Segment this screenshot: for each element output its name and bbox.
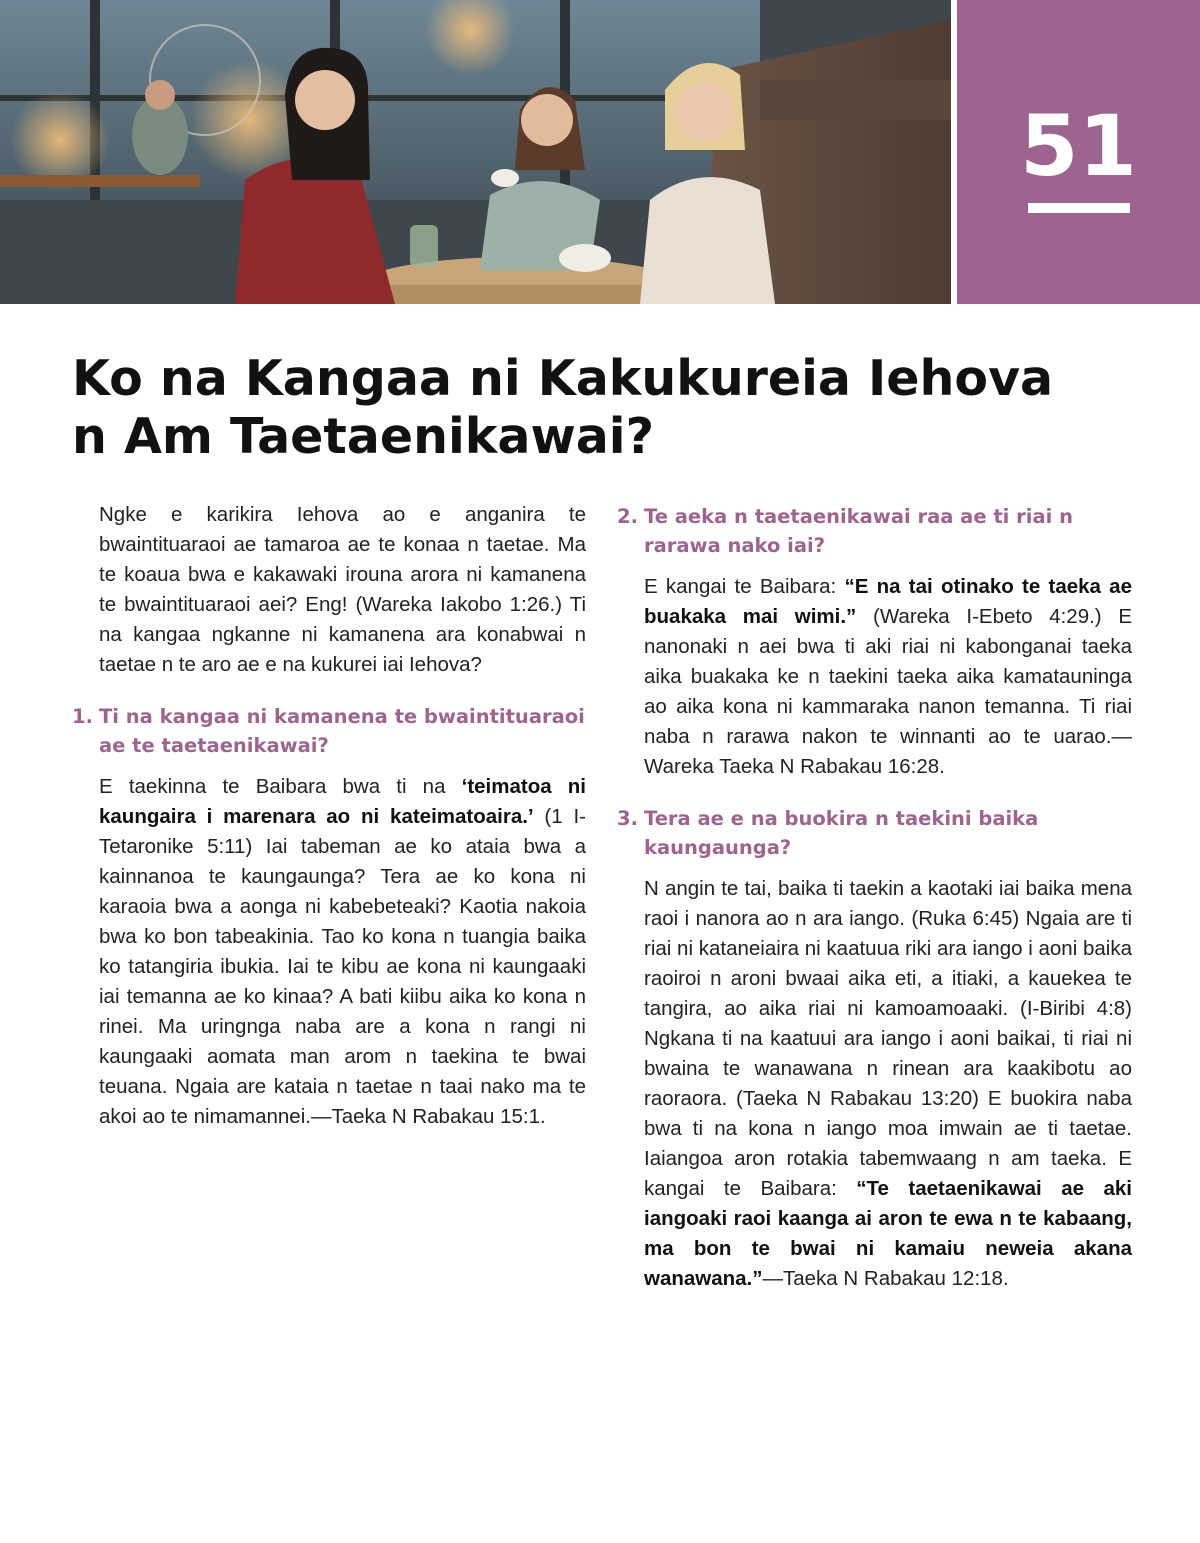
question-2-text-a: E kangai te Baibara:	[644, 575, 845, 598]
question-1-text-c: (1 I-Tetaronike 5:11) Iai tabeman ae ko ataia bwa a kainnanoa te kaungaunga? Tera ae ko kona ni karaoia bwa a aonga ni kabebeteaki? Kaotia nakoia bwa ko bon tabeakinia. Tao ko kona n tuangia baika ko tatangiria ibukia. Iai te kibu ae kona ni kaungaaki iai temanna ae ko kinaa? A bati kiibu aika ko kona n rinei. Ma uringnga naba are a kona n rangi ni kaungaaki aomata man arom n taekina te bwai teuana. Ngaia are kataia n taetae n taai nako ma te akoi ao te nimamannei.—Taeka N Rabakau 15:1.	[99, 805, 586, 1128]
question-1-text-a: E taekinna te Baibara bwa ti na	[99, 775, 462, 798]
question-2-scripture-quote: “E na tai otinako te taeka ae buakaka mai wimi.”	[644, 575, 1132, 628]
lesson-number-box	[957, 0, 1200, 304]
question-1-paragraph	[72, 772, 586, 1132]
question-2-text: Te aeka n taetaenikawai raa ae ti riai n rarawa nako iai?	[644, 505, 1073, 557]
question-1-heading	[72, 702, 586, 760]
question-3-text: Tera ae e na buokira n taekini baika kaungaunga?	[644, 807, 1039, 859]
question-3-text-a: N angin te tai, baika ti taekin a kaotaki iai baika mena raoi i nanora ao n ara iango. (Ruka 6:45) Ngaia are ti riai ni kataneiaira ni kaatuua riki ara iango i aoni baika raoiroi n aroni bwaai aika eti, a itiaki, a kauekea te tangira, ao aika riai ni kamoamoaaki. (I-Biribi 4:8) Ngkana ti na kaatuui ara iango i aoni baikai, ti riai ni bwaina te wanawana n rinean ara kaakibotu ao raoraora. (Taeka N Rabakau 13:20) E buokira naba bwa ti na kona n iango moa imwain ae ti taetae. Iaiangoa aron rotakia tabemwaang n am taeka. E kangai te Baibara:	[644, 877, 1132, 1200]
header-photo	[0, 0, 951, 304]
question-1-scripture-quote: ‘teimatoa ni kaungaira i marenara ao ni kateimatoaira.’	[99, 775, 586, 828]
question-3-number: 3.	[617, 807, 638, 830]
page-title	[72, 350, 1072, 466]
question-1-number: 1.	[72, 705, 93, 728]
question-3-heading	[617, 804, 1132, 862]
question-1-text: Ti na kangaa ni kamanena te bwaintituaraoi ae te taetaenikawai?	[99, 705, 585, 757]
right-column	[617, 500, 1132, 1294]
page-title-line-1: Ko na Kangaa ni Kakukureia Iehova	[72, 350, 1054, 407]
cafe-scene-illustration	[0, 0, 951, 304]
lesson-number: 51	[1020, 97, 1137, 195]
left-column	[72, 500, 586, 1132]
question-3-scripture-quote: “Te taetaenikawai ae aki iangoaki raoi kaanga ai aron te ewa n te kabaang, ma bon te bwai ni kamaiu neweia akana wanawana.”	[644, 1177, 1132, 1290]
lesson-number-underline	[1028, 203, 1130, 213]
question-3-text-c: —Taeka N Rabakau 12:18.	[762, 1267, 1009, 1290]
page-title-line-2: n Am Taetaenikawai?	[72, 408, 654, 465]
question-2-paragraph	[617, 572, 1132, 782]
question-2-number: 2.	[617, 505, 638, 528]
intro-paragraph: Ngke e karikira Iehova ao e anganira te bwaintituaraoi ae tamaroa ae te konaa n taetae. Ma te koaua bwa e kakawaki irouna arora ni kamanena te bwaintituaraoi aei? Eng! (Wareka Iakobo 1:26.) Ti na kangaa ngkanne ni kamanena ara konabwai n taetae n te aro ae e na kukurei iai Iehova?	[99, 503, 586, 676]
question-3-paragraph	[617, 874, 1132, 1294]
question-2-text-c: (Wareka I-Ebeto 4:29.) E nanonaki n aei bwa ti aki riai ni kabonganai taeka aika buakaka ke n taekini taeka aika kamatauninga ao aika kona ni kammaraka nanon temanna. Ti riai naba n rarawa nakon te winnanti ao te uarao.—Wareka Taeka N Rabakau 16:28.	[644, 605, 1132, 778]
question-2-heading	[617, 502, 1132, 560]
